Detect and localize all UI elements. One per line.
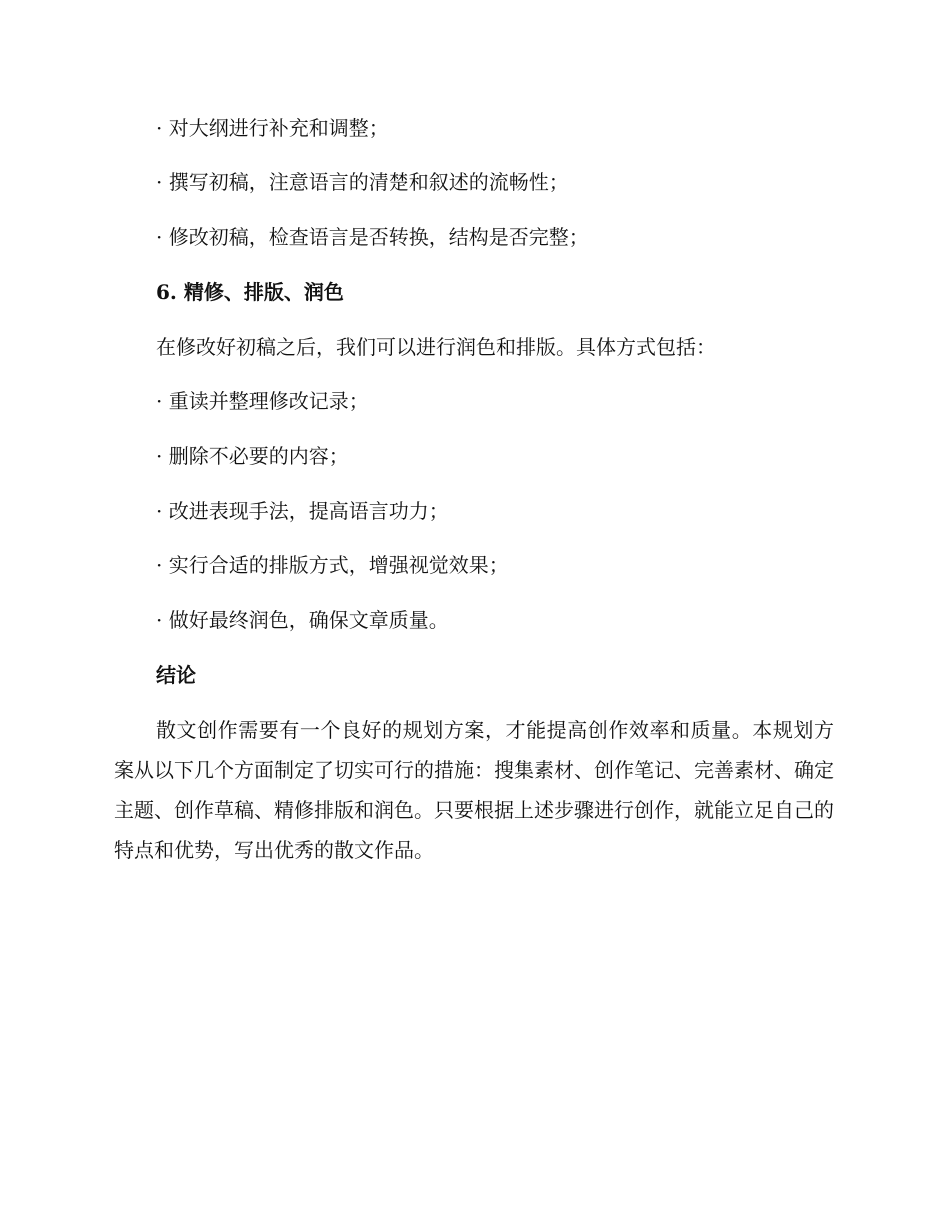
section-intro: 在修改好初稿之后，我们可以进行润色和排版。具体方式包括： [156, 335, 716, 359]
bullet-item: · 删除不必要的内容； [156, 444, 349, 468]
conclusion-paragraph: 散文创作需要有一个良好的规划方案，才能提高创作效率和质量。本规划方案从以下几个方面制定了切实可行的措施：搜集素材、创作笔记、完善素材、确定主题、创作草稿、精修排版和润色。只要根据上述步骤进行创作，就能立足自己的特点和优势，写出优秀的散文作品。 [114, 718, 834, 862]
bullet-item: · 实行合适的排版方式，增强视觉效果； [156, 553, 509, 577]
bullet-item: · 对大纲进行补充和调整； [156, 116, 389, 140]
bullet-item: · 撰写初稿，注意语言的清楚和叙述的流畅性； [156, 170, 569, 194]
conclusion-heading: 结论 [156, 663, 196, 687]
bullet-item: · 改进表现手法，提高语言功力； [156, 499, 449, 523]
bullet-item: · 修改初稿，检查语言是否转换，结构是否完整； [156, 225, 589, 249]
bullet-item: · 做好最终润色，确保文章质量。 [156, 608, 449, 632]
bullet-item: · 重读并整理修改记录； [156, 389, 369, 413]
section-heading: 6. 精修、排版、润色 [156, 280, 344, 304]
